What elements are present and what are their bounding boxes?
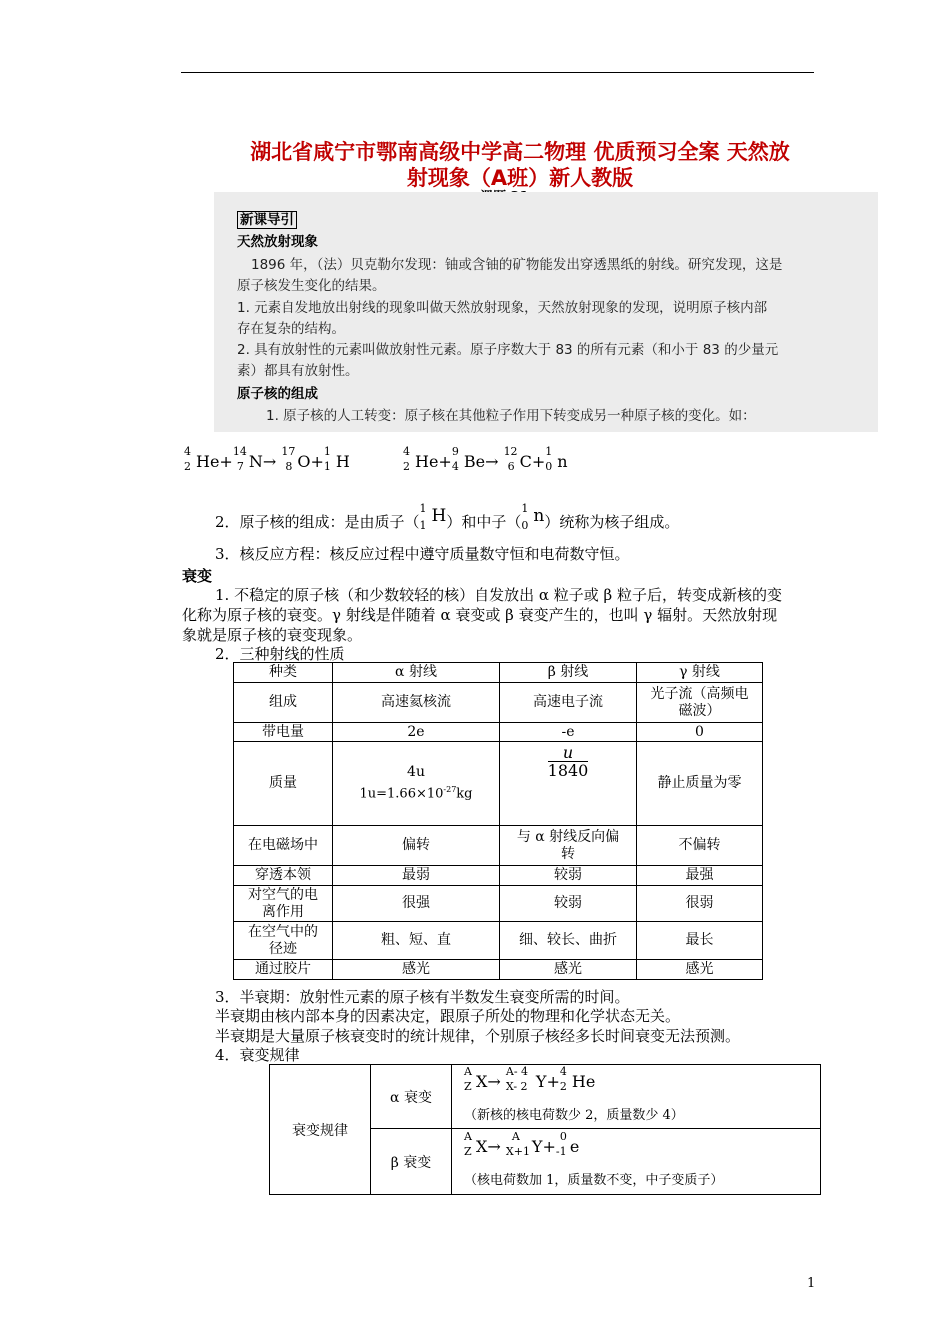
nucleus-composition: 2．原子核的组成：是由质子（ 1 1 H）和中子（ 1 0 n）统称为核子组成。 (215, 502, 680, 532)
decay-p2: 2．三种射线的性质 (215, 645, 345, 663)
decay-heading: 衰变 (182, 567, 213, 585)
table-row: 对空气的电 离作用 很强 较弱 很弱 (234, 886, 763, 922)
equation-2: 4 2 He+ 9 4 Be→ 12 6 C+ 1 0 n (403, 445, 568, 473)
equation-1: 4 2 He+ 14 7 N→ 17 8 O+ 1 1 H (184, 445, 350, 473)
intro-p1b: 原子核发生变化的结果。 (237, 278, 386, 294)
intro-p2a: 1. 元素自发地放出射线的现象叫做天然放射现象，天然放射现象的发现，说明原子核内部 (237, 300, 768, 316)
decay-p1b: 化称为原子核的衰变。γ 射线是伴随着 α 衰变或 β 衰变产生的，也叫 γ 辐射。天然放射现 (182, 606, 778, 624)
reaction-equation-text: 3．核反应方程：核反应过程中遵守质量数守恒和电荷数守恒。 (215, 545, 630, 563)
half-life-statistics: 半衰期是大量原子核衰变时的统计规律，个别原子核经多长时间衰变无法预测。 (215, 1027, 741, 1045)
page-number: 1 (807, 1276, 816, 1291)
intro-sub2: 原子核的组成 (237, 386, 318, 402)
table-row: β 衰变 A Z X→ A X+1 Y+ 0 -1 e （核电荷数加 1，质量数不变，中子变质子） (270, 1129, 821, 1195)
table-row: 带电量 2e -e 0 (234, 723, 763, 742)
table-row: 组成 高速氦核流 高速电子流 光子流（高频电 磁波） (234, 683, 763, 723)
doc-title-line1: 湖北省咸宁市鄂南高级中学高二物理 优质预习全案 天然放 (250, 140, 790, 164)
decay-p1c: 象就是原子核的衰变现象。 (182, 626, 363, 644)
table-row: 种类 α 射线 β 射线 γ 射线 (234, 663, 763, 683)
table-row: 在空气中的 径迹 粗、短、直 细、较长、曲折 最长 (234, 922, 763, 960)
decay-rules-table (269, 1064, 821, 1195)
table-row: 质量 4u $1u=1.66\times 10^{-27}kg$ $\frac{u}{1840}$ 静止质量为零 (234, 742, 763, 826)
half-life-definition: 3．半衰期：放射性元素的原子核有半数发生衰变所需的时间。 (215, 988, 630, 1006)
beta-mass-fraction: $\frac{u}{1840}$ (547, 743, 589, 780)
intro-p3b: 素）都具有放射性。 (237, 363, 359, 379)
intro-p4: 1. 原子核的人工转变：原子核在其他粒子作用下转变成另一种原子核的变化。如： (266, 408, 756, 424)
header-rule (181, 72, 814, 73)
table-row: 穿透本领 最弱 较弱 最强 (234, 866, 763, 886)
table-row: 在电磁场中 偏转 与 α 射线反向偏 转 不偏转 (234, 826, 763, 866)
table-row: 通过胶片 感光 感光 感光 (234, 960, 763, 980)
half-life-cause: 半衰期由核内部本身的因素决定，跟原子所处的物理和化学状态无关。 (215, 1007, 681, 1025)
doc-title-line2: 射现象（A班）新人教版 (406, 166, 634, 190)
intro-p2b: 存在复杂的结构。 (237, 321, 345, 337)
decay-p1a: 1. 不稳定的原子核（和少数较轻的核）自发放出 α 粒子或 β 粒子后，转变成新核的变 (215, 586, 782, 604)
decay-rules-heading: 4．衰变规律 (215, 1046, 300, 1064)
intro-p3a: 2. 具有放射性的元素叫做放射性元素。原子序数大于 83 的所有元素（和小于 83 的少量元 (237, 342, 779, 358)
ray-properties-table (233, 662, 763, 980)
intro-p1a: 1896 年，（法）贝克勒尔发现：铀或含铀的矿物能发出穿透黑纸的射线。研究发现，这是 (251, 257, 783, 273)
beta-decay-equation: A Z X→ A X+1 Y+ 0 -1 e (464, 1130, 580, 1158)
intro-sub1: 天然放射现象 (237, 234, 318, 250)
table-row: 衰变规律 α 衰变 A Z X→ A- 4 X- 2 Y+ 4 2 He （新核的核电荷数少 2，质量数少 4） (270, 1065, 821, 1129)
intro-heading: 新课导引 (237, 208, 297, 228)
alpha-decay-equation: A Z X→ A- 4 X- 2 Y+ 4 2 He (464, 1065, 596, 1093)
